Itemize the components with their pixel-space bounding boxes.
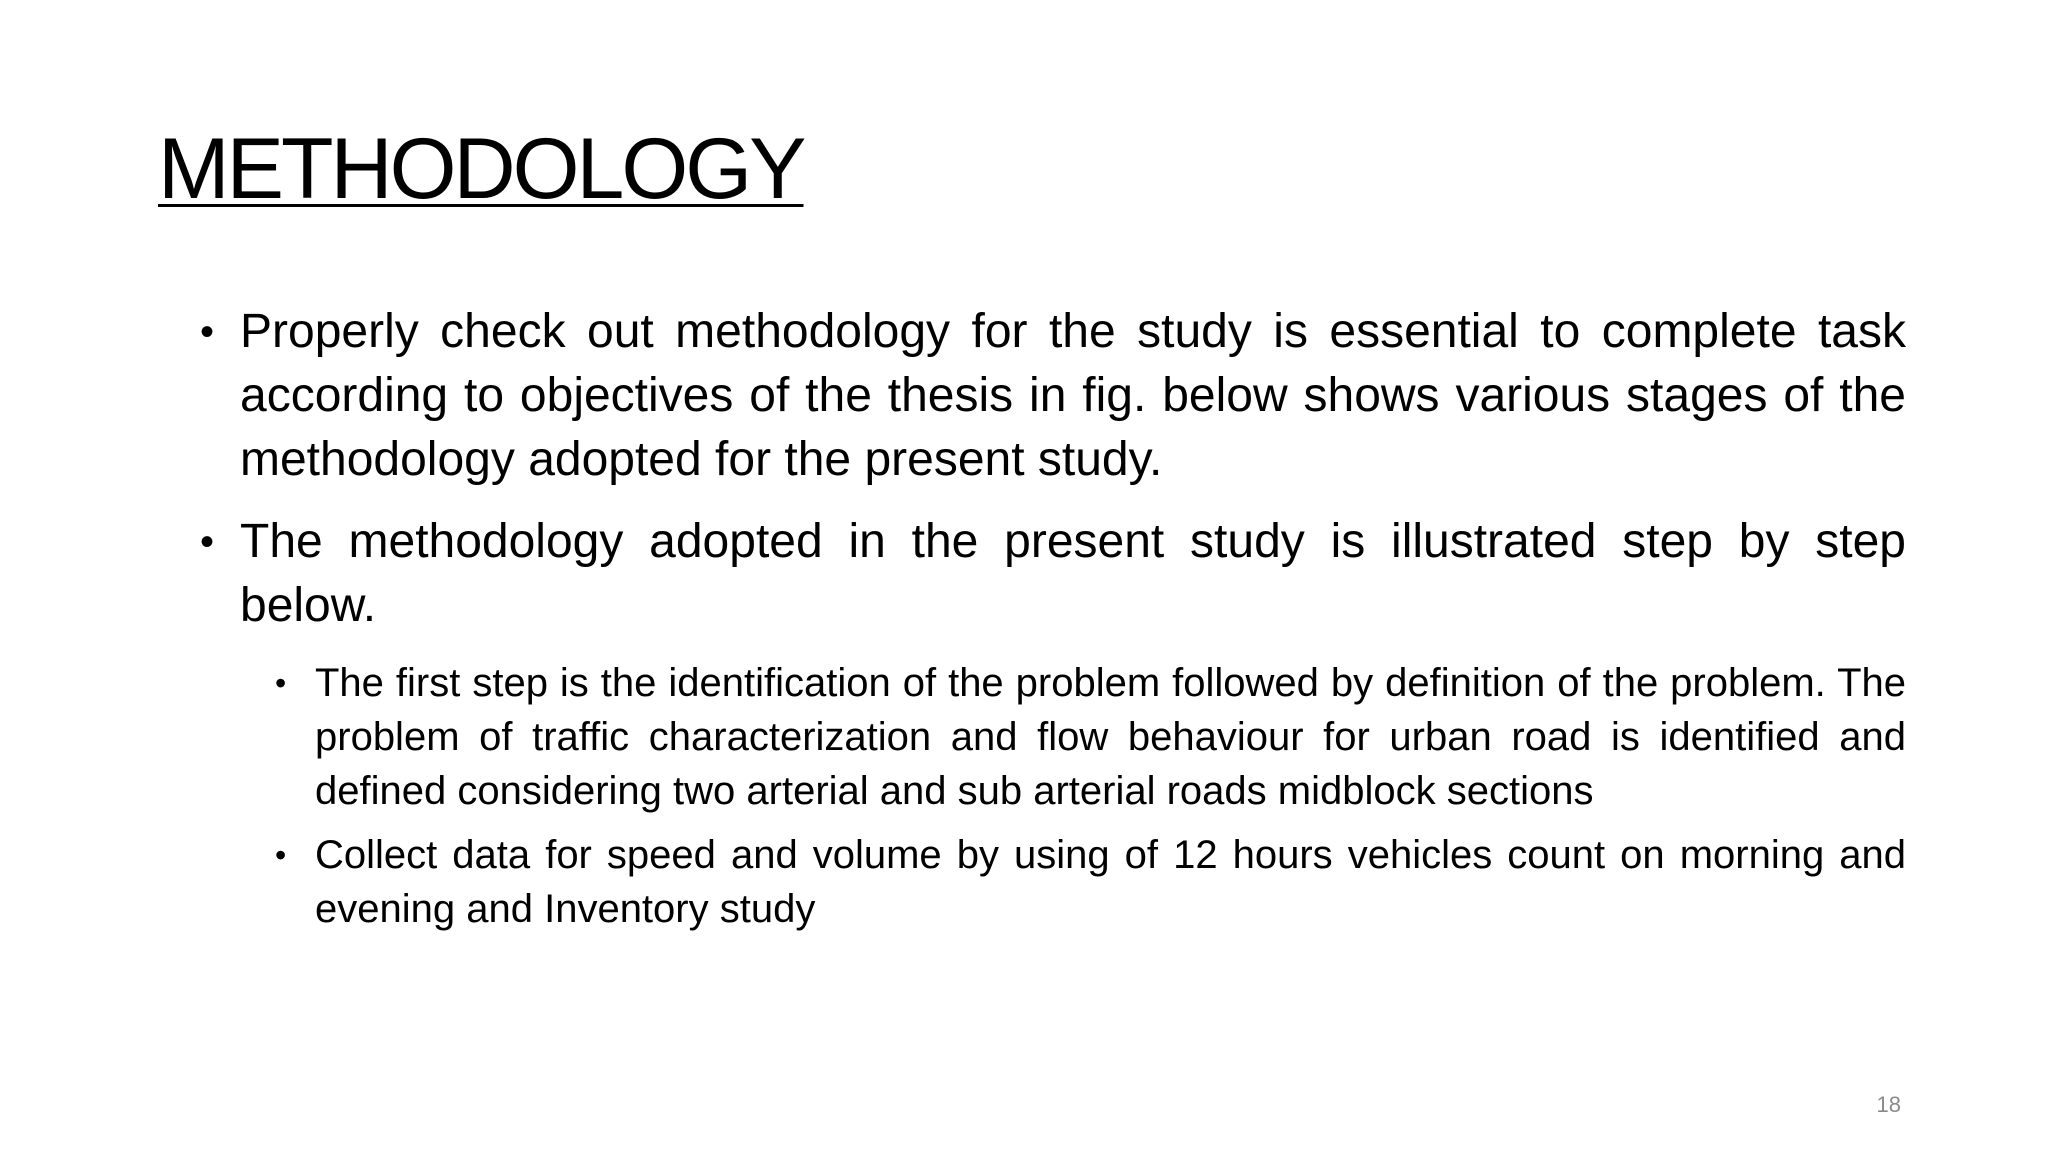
slide-content (200, 300, 1906, 946)
bullet-dot-icon: • (275, 837, 287, 873)
bullet-item (200, 510, 1906, 638)
bullet-dot-icon: • (200, 520, 215, 564)
sub-bullet-text: The first step is the identification of the problem followed by definition of the problem. The problem of traffic characterization and flow behaviour for urban road is identified and defined considering two arterial and sub arterial roads midblock sections (315, 661, 1906, 813)
bullet-dot-icon: • (275, 665, 287, 701)
sub-bullet-item (275, 828, 1906, 936)
sub-bullet-item (275, 656, 1906, 818)
bullet-text: Properly check out methodology for the study is essential to complete task according to objectives of the thesis in fig. below shows various stages of the methodology adopted for the present study. (240, 305, 1906, 486)
page-number: 18 (1876, 1092, 1901, 1117)
bullet-item (200, 300, 1906, 492)
sub-bullet-text: Collect data for speed and volume by using of 12 hours vehicles count on morning and evening and Inventory study (315, 833, 1906, 931)
bullet-text: The methodology adopted in the present study is illustrated step by step below. (240, 515, 1906, 632)
slide-title: METHODOLOGY (158, 121, 804, 217)
bullet-dot-icon: • (200, 310, 215, 354)
